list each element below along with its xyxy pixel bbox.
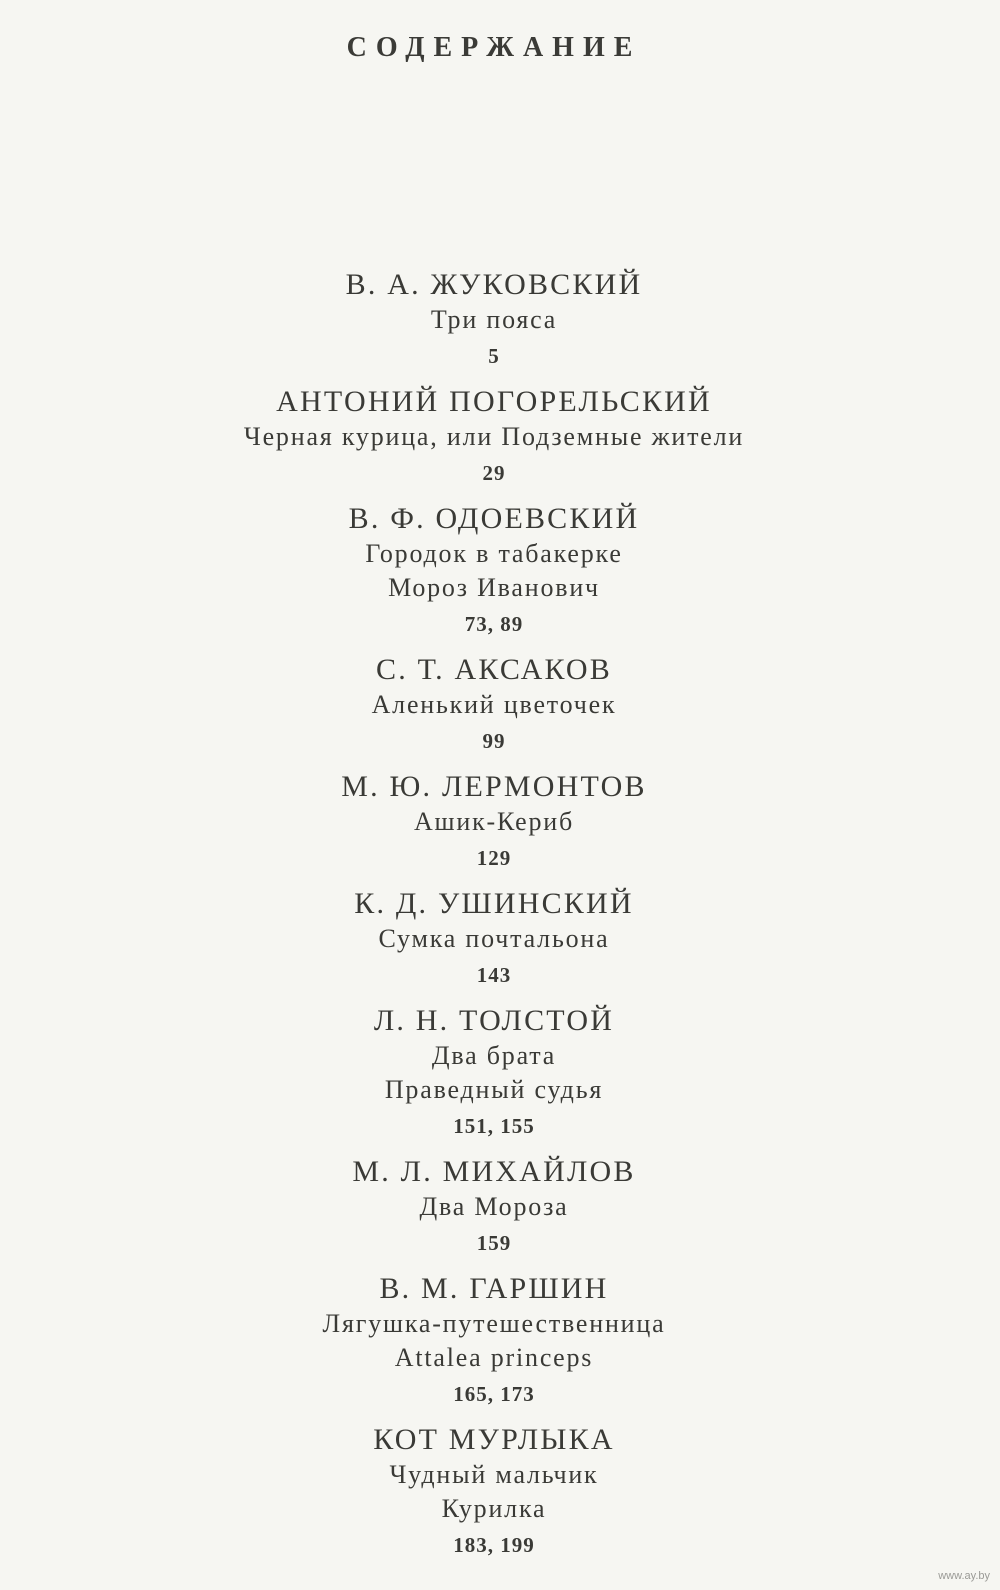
work-title: Городок в табакерке [365,539,623,568]
page-numbers: 29 [482,461,506,485]
work-title: Чудный мальчик [389,1460,599,1489]
author-name: Л. Н. ТОЛСТОЙ [373,1004,615,1037]
author-name: АНТОНИЙ ПОГОРЕЛЬСКИЙ [276,385,712,418]
toc-entry [0,1271,988,1413]
work-title: Два Мороза [419,1192,569,1221]
toc-entry [0,501,988,643]
page-numbers: 73, 89 [464,612,524,636]
work-title: Два брата [431,1041,557,1070]
page-numbers: 183, 199 [453,1533,535,1557]
page-numbers: 165, 173 [453,1382,535,1406]
toc-entry [0,1003,988,1145]
author-name: М. Л. МИХАЙЛОВ [352,1155,636,1188]
work-title: Лягушка-путешественница [322,1309,666,1338]
work-title: Сумка почтальона [378,924,610,953]
work-title: Три пояса [430,305,558,334]
toc-entry [0,384,988,492]
work-title: Ашик-Кериб [413,807,575,836]
work-title: Праведный судья [384,1075,604,1104]
work-title: Черная курица, или Подземные жители [243,422,745,451]
work-title: Курилка [441,1494,547,1523]
author-name: В. Ф. ОДОЕВСКИЙ [348,502,640,535]
page-numbers: 143 [476,963,512,987]
author-name: КОТ МУРЛЫКА [373,1423,615,1456]
toc-entry [0,267,988,375]
toc-entry [0,769,988,877]
toc-entry [0,1154,988,1262]
page-title: СОДЕРЖАНИЕ [346,32,642,63]
toc-entry [0,886,988,994]
page-numbers: 99 [482,729,506,753]
work-title: Мороз Иванович [388,573,600,602]
author-name: К. Д. УШИНСКИЙ [354,887,634,920]
toc-entry [0,1422,988,1564]
work-title: Attalea princeps [394,1343,594,1372]
page-numbers: 5 [488,344,500,368]
author-name: М. Ю. ЛЕРМОНТОВ [341,770,647,803]
work-title: Аленький цветочек [371,690,617,719]
page-numbers: 129 [476,846,512,870]
page-numbers: 159 [476,1231,512,1255]
page-numbers: 151, 155 [453,1114,535,1138]
author-name: В. А. ЖУКОВСКИЙ [345,268,643,301]
author-name: В. М. ГАРШИН [379,1272,609,1305]
author-name: С. Т. АКСАКОВ [376,653,612,686]
watermark: www.ay.by [938,1570,990,1582]
table-of-contents [0,267,988,1573]
toc-entry [0,652,988,760]
